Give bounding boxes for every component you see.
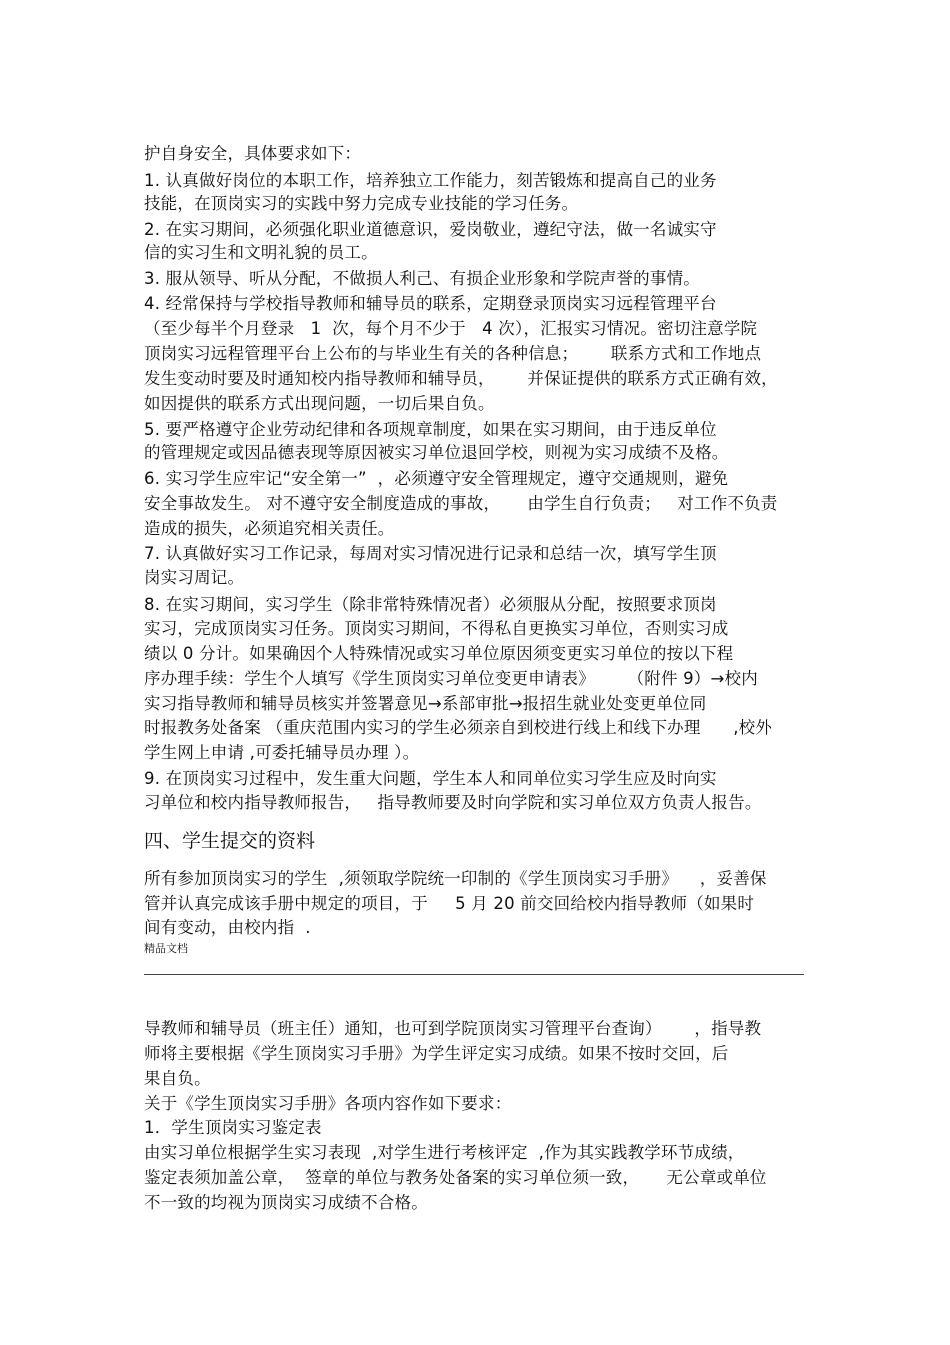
text-line: 师将主要根据《学生顶岗实习手册》为学生评定实习成绩。如果不按时交回，后 xyxy=(144,1044,729,1063)
text-line: 技能，在顶岗实习的实践中努力完成专业技能的学习任务。 xyxy=(144,194,579,213)
text-line: 8. 在实习期间，实习学生（除非常特殊情况者）必须服从分配，按照要求顶岗 xyxy=(144,595,717,614)
text-line: 7. 认真做好实习工作记录，每周对实习情况进行记录和总结一次，填写学生顶 xyxy=(144,544,717,563)
text-line: 间有变动，由校内指 . xyxy=(144,918,311,937)
text-line: 4. 经常保持与学校指导教师和辅导员的联系，定期登录顶岗实习远程管理平台 xyxy=(144,294,717,313)
page-divider xyxy=(144,974,804,975)
text-line: 信的实习生和文明礼貌的员工。 xyxy=(144,243,378,262)
text-line: 导教师和辅导员（班主任）通知，也可到学院顶岗实习管理平台查询） ，指导教 xyxy=(144,1019,762,1038)
text-line: 序办理手续：学生个人填写《学生顶岗实习单位变更申请表》 （附件 9）→校内 xyxy=(144,669,758,688)
text-line: 习单位和校内指导教师报告， 指导教师要及时向学院和实习单位双方负责人报告。 xyxy=(144,793,762,812)
text-line: 3. 服从领导、听从分配，不做损人利己、有损企业形象和学院声誉的事情。 xyxy=(144,269,700,288)
text-line: 安全事故发生。 对不遵守安全制度造成的事故， 由学生自行负责； 对工作不负责 xyxy=(144,494,778,513)
text-line: 5. 要严格遵守企业劳动纪律和各项规章制度，如果在实习期间，由于违反单位 xyxy=(144,420,717,439)
text-line: 1. 认真做好岗位的本职工作，培养独立工作能力，刻苦锻炼和提高自己的业务 xyxy=(144,171,717,190)
text-line: 实习，完成顶岗实习任务。顶岗实习期间，不得私自更换实习单位，否则实习成 xyxy=(144,619,729,638)
text-line: 实习指导教师和辅导员核实并签署意见→系部审批→报招生就业处变更单位同 xyxy=(144,694,707,713)
text-line: 2. 在实习期间，必须强化职业道德意识，爱岗敬业，遵纪守法，做一名诚实守 xyxy=(144,220,717,239)
text-line: 如因提供的联系方式出现问题，一切后果自负。 xyxy=(144,394,495,413)
text-line: 关于《学生顶岗实习手册》各项内容作如下要求： xyxy=(144,1094,512,1113)
text-line: 所有参加顶岗实习的学生 ,须领取学院统一印制的《学生顶岗实习手册》 ，妥善保 xyxy=(144,869,767,888)
text-line: 绩以 0 分计。如果确因个人特殊情况或实习单位原因须变更实习单位的按以下程 xyxy=(144,644,734,663)
text-line: （至少每半个月登录 1 次，每个月不少于 4 次），汇报实习情况。密切注意学院 xyxy=(144,319,758,338)
text-line: 造成的损失，必须追究相关责任。 xyxy=(144,519,395,538)
page-footer: 精品文档 xyxy=(144,942,188,955)
text-line: 9. 在顶岗实习过程中，发生重大问题，学生本人和同单位实习学生应及时向实 xyxy=(144,769,717,788)
text-line: 由实习单位根据学生实习表现 ,对学生进行考核评定 ,作为其实践教学环节成绩， xyxy=(144,1143,745,1162)
text-line: 岗实习周记。 xyxy=(144,568,245,587)
text-line: 1．学生顶岗实习鉴定表 xyxy=(144,1118,322,1137)
text-line: 发生变动时要及时通知校内指导教师和辅导员， 并保证提供的联系方式正确有效， xyxy=(144,369,778,388)
text-line: 的管理规定或因品德表现等原因被实习单位退回学校，则视为实习成绩不及格。 xyxy=(144,443,729,462)
text-line: 果自负。 xyxy=(144,1069,211,1088)
text-line: 6. 实习学生应牢记“安全第一” ，必须遵守安全管理规定，遵守交通规则，避免 xyxy=(144,469,729,488)
text-line: 不一致的均视为顶岗实习成绩不合格。 xyxy=(144,1193,428,1212)
text-line: 学生网上申请 ,可委托辅导员办理 ）。 xyxy=(144,743,420,762)
text-line: 管并认真完成该手册中规定的项目，于 5 月 20 前交回给校内指导教师（如果时 xyxy=(144,894,755,913)
text-line: 时报教务处备案 （重庆范围内实习的学生必须亲自到校进行线上和线下办理 ,校外 xyxy=(144,718,773,737)
text-line: 鉴定表须加盖公章， 签章的单位与教务处备案的实习单位须一致， 无公章或单位 xyxy=(144,1168,767,1187)
section-heading: 四、学生提交的资料 xyxy=(144,830,316,852)
text-line: 护自身安全，具体要求如下： xyxy=(144,144,362,163)
text-line: 顶岗实习远程管理平台上公布的与毕业生有关的各种信息； 联系方式和工作地点 xyxy=(144,344,762,363)
